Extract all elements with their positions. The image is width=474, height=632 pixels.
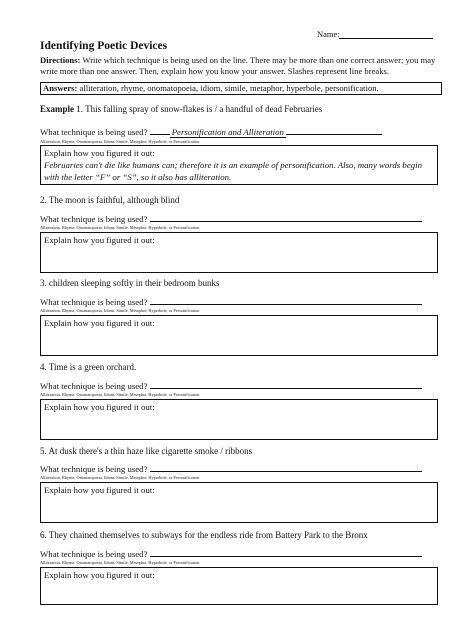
technique-label: What technique is being used? [40,549,150,559]
technique-hint: Alliteration, Rhyme, Onomatopoeia, Idiom, Simile, Metaphor, Hyperbole, or Personification [40,308,200,313]
technique-hint: Alliteration, Rhyme, Onomatopoeia, Idiom, Simile, Metaphor, Hyperbole, or Personification [40,475,200,480]
question-prompt: 4. Time is a green orchard. [40,362,137,372]
explain-box[interactable] [40,315,438,356]
technique-row [40,548,422,559]
answers-box [40,82,442,95]
explain-box[interactable] [40,482,438,523]
technique-row [40,296,422,307]
example-hint: Alliteration, Rhyme, Onomatopoeia, Idiom, Simile, Metaphor, Hyperbole, or Personification [40,139,200,144]
example-answer: Personification and Alliteration [171,127,284,137]
explain-label: Explain how you figured it out: [44,148,155,158]
technique-label: What technique is being used? [40,464,150,474]
technique-answer-line[interactable] [150,213,422,222]
technique-answer-line[interactable] [150,380,422,389]
example-label: Example [40,104,75,114]
technique-answer-line[interactable] [150,463,422,472]
technique-hint: Alliteration, Rhyme, Onomatopoeia, Idiom, Simile, Metaphor, Hyperbole, or Personification [40,225,200,230]
technique-answer-line[interactable] [150,296,422,305]
explain-label: Explain how you figured it out: [44,318,155,328]
question-prompt: 5. At dusk there's a thin haze like cigarette smoke / ribbons [40,446,253,456]
explain-box[interactable] [40,232,438,273]
example-prompt [40,104,322,114]
explain-label: Explain how you figured it out: [44,570,155,580]
name-field[interactable] [339,38,433,39]
directions [40,55,440,77]
name-label: Name: [317,29,340,39]
explain-box[interactable] [40,567,438,605]
technique-hint: Alliteration, Rhyme, Onomatopoeia, Idiom, Simile, Metaphor, Hyperbole, or Personification [40,392,200,397]
technique-label: What technique is being used? [40,381,150,391]
directions-text: Write which technique is being used on the line. There may be more than one correct answer; you may write more than one answer. Then, explain how you know your answer. Slashes represent line breaks. [40,55,436,76]
explain-label: Explain how you figured it out: [44,235,155,245]
question-prompt: 2. The moon is faithful, although blind [40,195,180,205]
explain-label: Explain how you figured it out: [44,402,155,412]
question-prompt: 6. They chained themselves to subways for the endless ride from Battery Park to the Bronx [40,530,368,540]
example-prompt-text: 1. This falling spray of snow-flakes is / a handful of dead Februaries [76,104,323,114]
technique-label: What technique is being used? [40,297,150,307]
question-prompt: 3. children sleeping softly in their bedroom bunks [40,278,220,288]
answers-label: Answers: [43,83,78,93]
page-title: Identifying Poetic Devices [40,40,168,52]
example-technique-row [40,126,382,138]
technique-hint: Alliteration, Rhyme, Onomatopoeia, Idiom, Simile, Metaphor, Hyperbole, or Personification [40,560,200,565]
technique-label: What technique is being used? [40,127,150,137]
explain-label: Explain how you figured it out: [44,485,155,495]
technique-row [40,463,422,474]
answers-text: alliteration, rhyme, onomatopoeia, idiom, simile, metaphor, hyperbole, personification. [79,83,379,93]
directions-label: Directions: [40,55,81,65]
example-explain-answer: Februaries can't die like humans can; therefore it is an example of personification. Also, many words begin with the letter “F” or “S”, so it also has alliteration. [44,160,422,182]
example-explain-box [40,145,438,185]
technique-row [40,213,422,224]
explain-box[interactable] [40,399,438,440]
technique-row [40,380,422,391]
technique-label: What technique is being used? [40,214,150,224]
technique-answer-line[interactable] [150,548,422,557]
